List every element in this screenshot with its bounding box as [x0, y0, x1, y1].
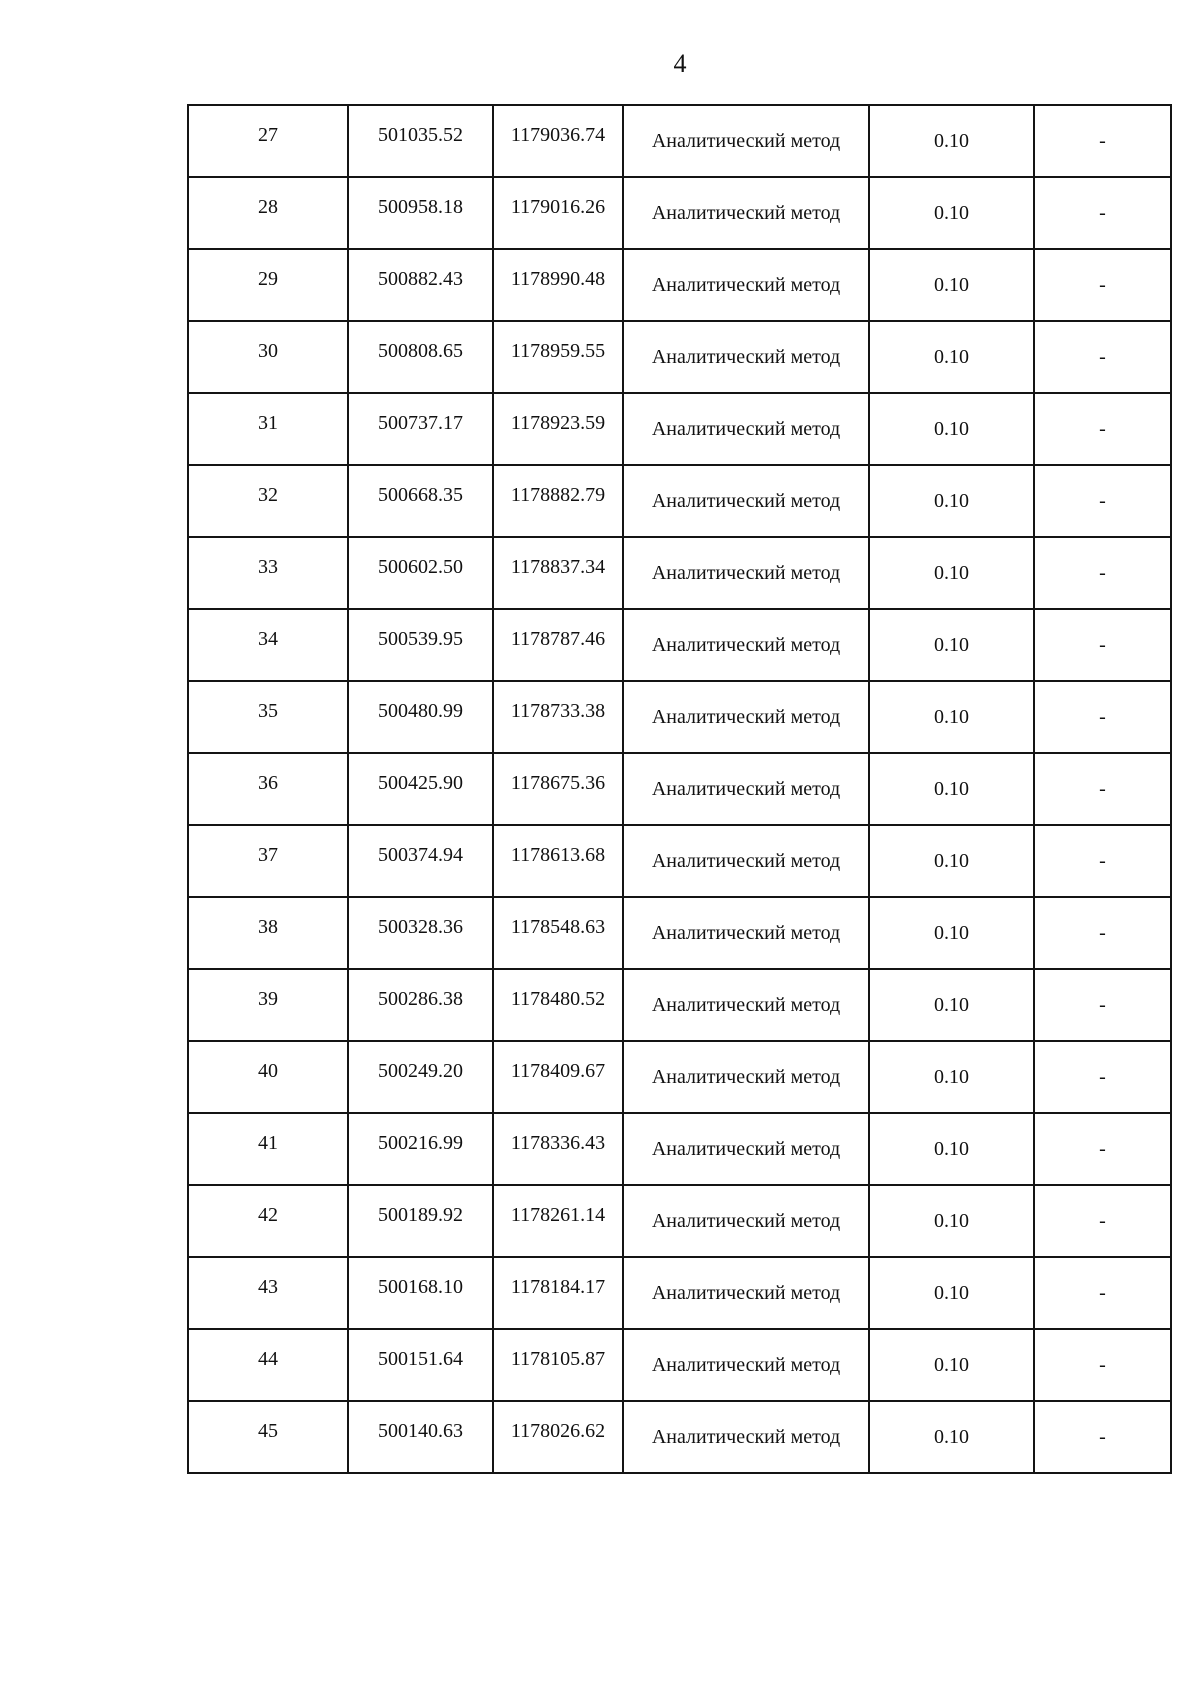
point-number-cell — [188, 105, 348, 177]
accuracy-cell: 0.10 — [869, 1041, 1034, 1113]
y-coordinate-cell — [493, 1041, 623, 1113]
method-cell: Аналитический метод — [623, 105, 869, 177]
accuracy-cell: 0.10 — [869, 1401, 1034, 1473]
note-cell: - — [1034, 1185, 1171, 1257]
y-coordinate-cell-text: 1178882.79 — [510, 483, 606, 506]
point-number-cell — [188, 249, 348, 321]
note-cell: - — [1034, 681, 1171, 753]
point-number-cell-text: 30 — [258, 339, 278, 362]
accuracy-cell: 0.10 — [869, 1257, 1034, 1329]
note-cell: - — [1034, 1257, 1171, 1329]
y-coordinate-cell-text: 1179016.26 — [510, 195, 606, 218]
point-number-cell — [188, 465, 348, 537]
point-number-cell-text: 28 — [258, 195, 278, 218]
point-number-cell-text: 42 — [258, 1203, 278, 1226]
method-cell: Аналитический метод — [623, 825, 869, 897]
note-cell: - — [1034, 609, 1171, 681]
note-cell: - — [1034, 537, 1171, 609]
method-cell: Аналитический метод — [623, 537, 869, 609]
point-number-cell-text: 35 — [258, 699, 278, 722]
accuracy-cell: 0.10 — [869, 1329, 1034, 1401]
point-number-cell — [188, 321, 348, 393]
y-coordinate-cell-text: 1178105.87 — [510, 1347, 606, 1370]
table-row — [188, 249, 1171, 321]
note-cell: - — [1034, 105, 1171, 177]
accuracy-cell: 0.10 — [869, 321, 1034, 393]
method-cell: Аналитический метод — [623, 177, 869, 249]
table-row — [188, 1257, 1171, 1329]
x-coordinate-cell-text: 500539.95 — [378, 627, 463, 650]
y-coordinate-cell — [493, 321, 623, 393]
coordinates-table-body — [188, 105, 1171, 1473]
point-number-cell — [188, 393, 348, 465]
method-cell: Аналитический метод — [623, 1257, 869, 1329]
y-coordinate-cell-text: 1178184.17 — [510, 1275, 606, 1298]
point-number-cell — [188, 825, 348, 897]
method-cell: Аналитический метод — [623, 969, 869, 1041]
table-row — [188, 1185, 1171, 1257]
note-cell: - — [1034, 321, 1171, 393]
note-cell: - — [1034, 393, 1171, 465]
x-coordinate-cell — [348, 609, 493, 681]
accuracy-cell: 0.10 — [869, 1113, 1034, 1185]
x-coordinate-cell — [348, 249, 493, 321]
coordinates-table — [187, 104, 1172, 1474]
method-cell: Аналитический метод — [623, 321, 869, 393]
table-row — [188, 825, 1171, 897]
x-coordinate-cell — [348, 105, 493, 177]
accuracy-cell: 0.10 — [869, 825, 1034, 897]
y-coordinate-cell — [493, 1329, 623, 1401]
y-coordinate-cell-text: 1178336.43 — [510, 1131, 606, 1154]
y-coordinate-cell — [493, 1113, 623, 1185]
table-row — [188, 969, 1171, 1041]
table-row — [188, 321, 1171, 393]
x-coordinate-cell-text: 500168.10 — [378, 1275, 463, 1298]
y-coordinate-cell — [493, 537, 623, 609]
y-coordinate-cell — [493, 465, 623, 537]
accuracy-cell: 0.10 — [869, 177, 1034, 249]
x-coordinate-cell-text: 500882.43 — [378, 267, 463, 290]
x-coordinate-cell-text: 500286.38 — [378, 987, 463, 1010]
x-coordinate-cell-text: 500480.99 — [378, 699, 463, 722]
point-number-cell-text: 44 — [258, 1347, 278, 1370]
y-coordinate-cell — [493, 105, 623, 177]
table-row — [188, 465, 1171, 537]
method-cell: Аналитический метод — [623, 681, 869, 753]
accuracy-cell: 0.10 — [869, 753, 1034, 825]
x-coordinate-cell-text: 500151.64 — [378, 1347, 463, 1370]
x-coordinate-cell — [348, 753, 493, 825]
x-coordinate-cell-text: 500602.50 — [378, 555, 463, 578]
point-number-cell-text: 29 — [258, 267, 278, 290]
x-coordinate-cell — [348, 969, 493, 1041]
x-coordinate-cell-text: 500140.63 — [378, 1419, 463, 1442]
y-coordinate-cell — [493, 681, 623, 753]
y-coordinate-cell — [493, 1257, 623, 1329]
y-coordinate-cell — [493, 897, 623, 969]
y-coordinate-cell-text: 1178261.14 — [510, 1203, 606, 1226]
method-cell: Аналитический метод — [623, 609, 869, 681]
point-number-cell — [188, 177, 348, 249]
x-coordinate-cell-text: 500189.92 — [378, 1203, 463, 1226]
point-number-cell-text: 32 — [258, 483, 278, 506]
table-row — [188, 177, 1171, 249]
accuracy-cell: 0.10 — [869, 609, 1034, 681]
x-coordinate-cell — [348, 537, 493, 609]
y-coordinate-cell-text: 1178409.67 — [510, 1059, 606, 1082]
table-row — [188, 1401, 1171, 1473]
method-cell: Аналитический метод — [623, 1113, 869, 1185]
accuracy-cell: 0.10 — [869, 969, 1034, 1041]
method-cell: Аналитический метод — [623, 1185, 869, 1257]
x-coordinate-cell — [348, 1185, 493, 1257]
x-coordinate-cell — [348, 1041, 493, 1113]
y-coordinate-cell — [493, 609, 623, 681]
note-cell: - — [1034, 177, 1171, 249]
x-coordinate-cell-text: 500425.90 — [378, 771, 463, 794]
note-cell: - — [1034, 1329, 1171, 1401]
y-coordinate-cell-text: 1178959.55 — [510, 339, 606, 362]
accuracy-cell: 0.10 — [869, 681, 1034, 753]
method-cell: Аналитический метод — [623, 1329, 869, 1401]
point-number-cell-text: 27 — [258, 123, 278, 146]
note-cell: - — [1034, 753, 1171, 825]
accuracy-cell: 0.10 — [869, 537, 1034, 609]
note-cell: - — [1034, 1041, 1171, 1113]
accuracy-cell: 0.10 — [869, 393, 1034, 465]
x-coordinate-cell-text: 500374.94 — [378, 843, 463, 866]
table-row — [188, 753, 1171, 825]
method-cell: Аналитический метод — [623, 1041, 869, 1113]
table-row — [188, 393, 1171, 465]
x-coordinate-cell — [348, 1113, 493, 1185]
x-coordinate-cell — [348, 465, 493, 537]
point-number-cell-text: 43 — [258, 1275, 278, 1298]
method-cell: Аналитический метод — [623, 465, 869, 537]
point-number-cell — [188, 537, 348, 609]
x-coordinate-cell — [348, 1401, 493, 1473]
table-row — [188, 1329, 1171, 1401]
point-number-cell — [188, 753, 348, 825]
y-coordinate-cell-text: 1178548.63 — [510, 915, 606, 938]
x-coordinate-cell — [348, 393, 493, 465]
x-coordinate-cell — [348, 897, 493, 969]
x-coordinate-cell-text: 500216.99 — [378, 1131, 463, 1154]
point-number-cell-text: 31 — [258, 411, 278, 434]
y-coordinate-cell-text: 1178480.52 — [510, 987, 606, 1010]
point-number-cell — [188, 969, 348, 1041]
method-cell: Аналитический метод — [623, 753, 869, 825]
point-number-cell-text: 37 — [258, 843, 278, 866]
point-number-cell — [188, 1401, 348, 1473]
table-row — [188, 609, 1171, 681]
point-number-cell-text: 38 — [258, 915, 278, 938]
point-number-cell — [188, 681, 348, 753]
point-number-cell — [188, 1257, 348, 1329]
point-number-cell — [188, 609, 348, 681]
y-coordinate-cell-text: 1179036.74 — [510, 123, 606, 146]
x-coordinate-cell — [348, 681, 493, 753]
x-coordinate-cell — [348, 321, 493, 393]
y-coordinate-cell — [493, 753, 623, 825]
table-row — [188, 1041, 1171, 1113]
point-number-cell-text: 45 — [258, 1419, 278, 1442]
table-row — [188, 1113, 1171, 1185]
note-cell: - — [1034, 465, 1171, 537]
method-cell: Аналитический метод — [623, 1401, 869, 1473]
y-coordinate-cell — [493, 825, 623, 897]
page-number: 4 — [673, 49, 687, 78]
point-number-cell-text: 41 — [258, 1131, 278, 1154]
y-coordinate-cell-text: 1178733.38 — [510, 699, 606, 722]
y-coordinate-cell — [493, 177, 623, 249]
point-number-cell — [188, 897, 348, 969]
x-coordinate-cell — [348, 1257, 493, 1329]
method-cell: Аналитический метод — [623, 393, 869, 465]
x-coordinate-cell-text: 500958.18 — [378, 195, 463, 218]
y-coordinate-cell — [493, 249, 623, 321]
x-coordinate-cell — [348, 177, 493, 249]
y-coordinate-cell-text: 1178990.48 — [510, 267, 606, 290]
method-cell: Аналитический метод — [623, 897, 869, 969]
y-coordinate-cell — [493, 969, 623, 1041]
x-coordinate-cell-text: 501035.52 — [378, 123, 463, 146]
point-number-cell-text: 40 — [258, 1059, 278, 1082]
y-coordinate-cell-text: 1178923.59 — [510, 411, 606, 434]
x-coordinate-cell — [348, 1329, 493, 1401]
accuracy-cell: 0.10 — [869, 1185, 1034, 1257]
point-number-cell-text: 34 — [258, 627, 278, 650]
point-number-cell — [188, 1329, 348, 1401]
x-coordinate-cell-text: 500668.35 — [378, 483, 463, 506]
table-row — [188, 537, 1171, 609]
table-row — [188, 897, 1171, 969]
point-number-cell-text: 36 — [258, 771, 278, 794]
y-coordinate-cell-text: 1178675.36 — [510, 771, 606, 794]
y-coordinate-cell — [493, 1401, 623, 1473]
x-coordinate-cell-text: 500328.36 — [378, 915, 463, 938]
point-number-cell-text: 39 — [258, 987, 278, 1010]
x-coordinate-cell-text: 500737.17 — [378, 411, 463, 434]
note-cell: - — [1034, 969, 1171, 1041]
point-number-cell — [188, 1185, 348, 1257]
y-coordinate-cell-text: 1178026.62 — [510, 1419, 606, 1442]
point-number-cell-text: 33 — [258, 555, 278, 578]
y-coordinate-cell — [493, 393, 623, 465]
table-row — [188, 681, 1171, 753]
note-cell: - — [1034, 1113, 1171, 1185]
note-cell: - — [1034, 249, 1171, 321]
y-coordinate-cell-text: 1178787.46 — [510, 627, 606, 650]
accuracy-cell: 0.10 — [869, 465, 1034, 537]
point-number-cell — [188, 1113, 348, 1185]
y-coordinate-cell — [493, 1185, 623, 1257]
accuracy-cell: 0.10 — [869, 105, 1034, 177]
accuracy-cell: 0.10 — [869, 249, 1034, 321]
x-coordinate-cell-text: 500249.20 — [378, 1059, 463, 1082]
note-cell: - — [1034, 897, 1171, 969]
y-coordinate-cell-text: 1178837.34 — [510, 555, 606, 578]
method-cell: Аналитический метод — [623, 249, 869, 321]
x-coordinate-cell — [348, 825, 493, 897]
note-cell: - — [1034, 825, 1171, 897]
accuracy-cell: 0.10 — [869, 897, 1034, 969]
note-cell: - — [1034, 1401, 1171, 1473]
table-row — [188, 105, 1171, 177]
y-coordinate-cell-text: 1178613.68 — [510, 843, 606, 866]
point-number-cell — [188, 1041, 348, 1113]
x-coordinate-cell-text: 500808.65 — [378, 339, 463, 362]
